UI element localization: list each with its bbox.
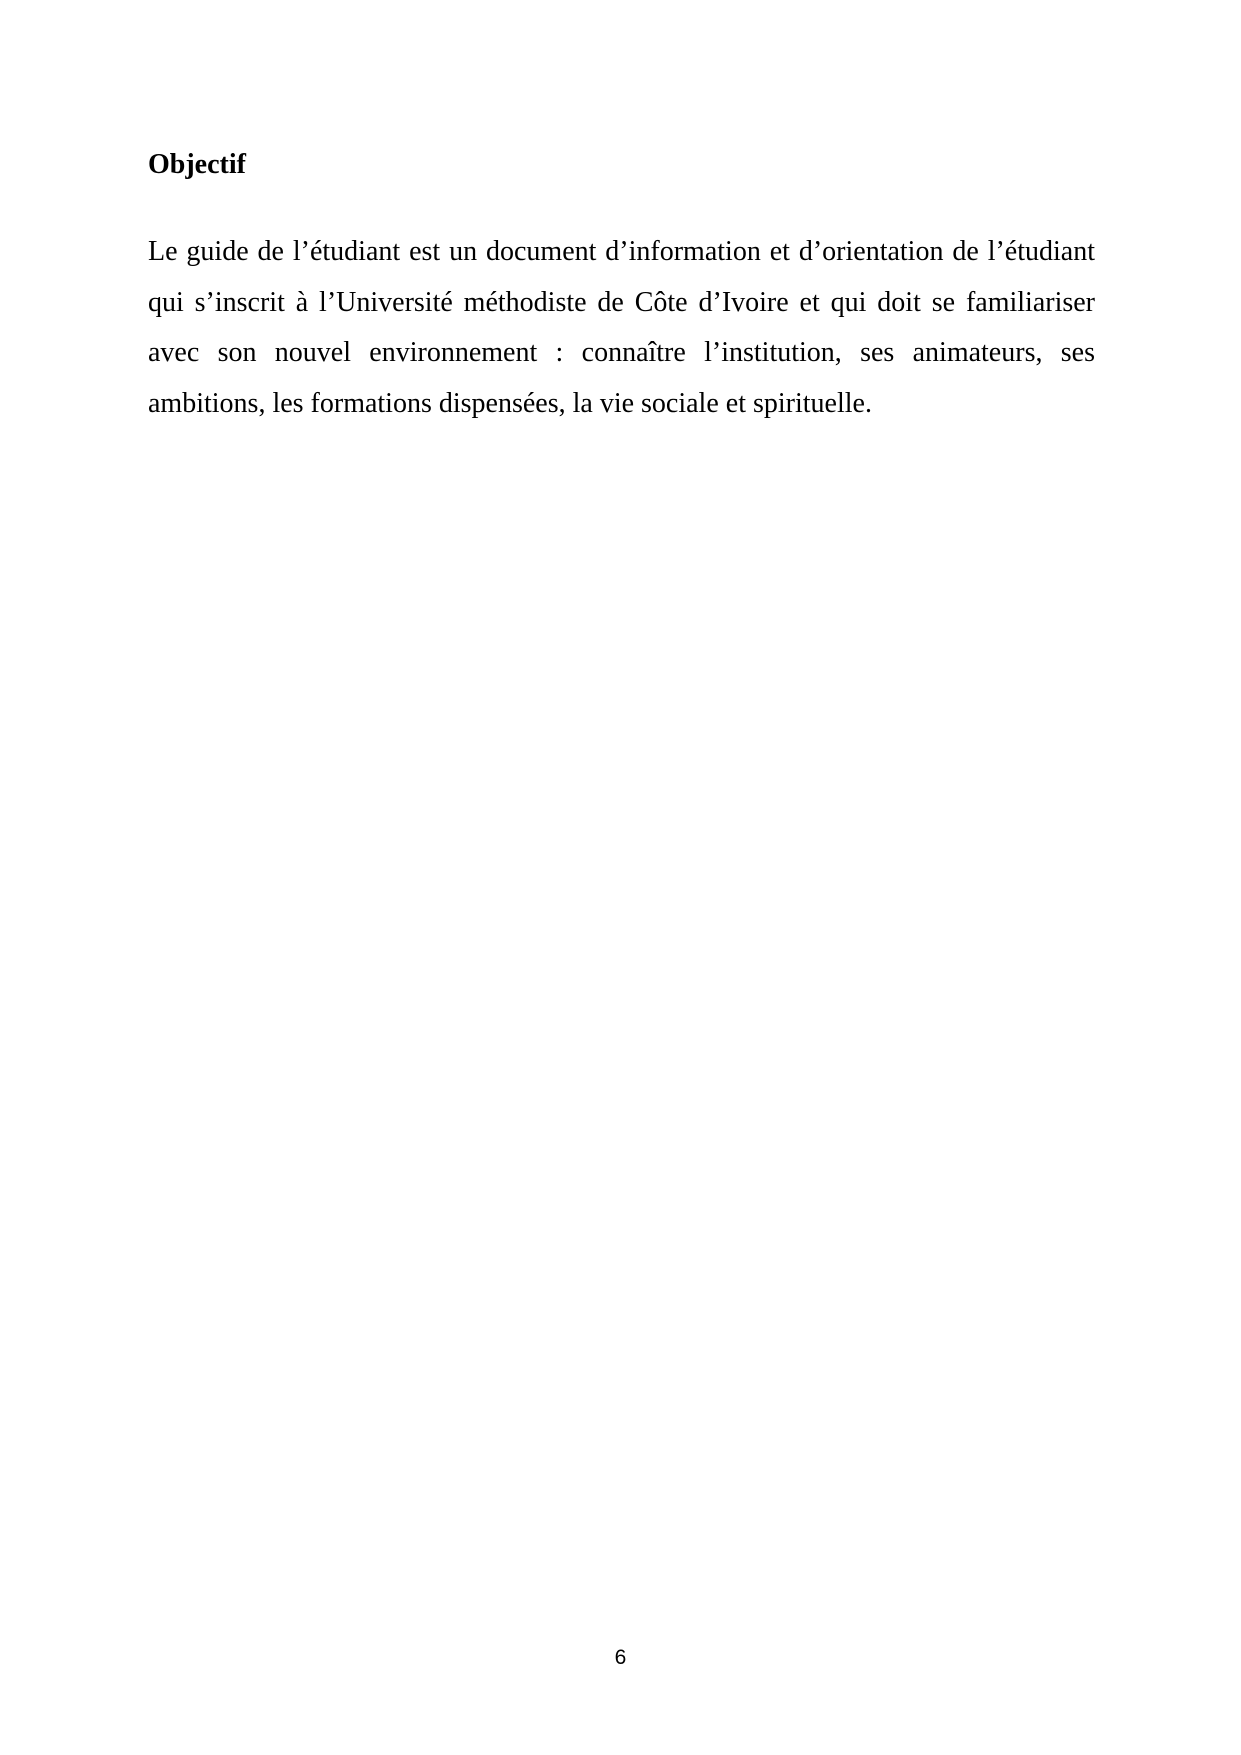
section-heading: Objectif: [148, 149, 246, 180]
page-number: 6: [614, 1646, 627, 1669]
body-paragraph: Le guide de l’étudiant est un document d’information et d’orientation de l’étudiant qui s’inscrit à l’Université méthodiste de Côte d’Ivoire et qui doit se familiariser avec son nouvel environnement : connaître l’institution, ses animateurs, ses ambitions, les formations dispensées, la vie sociale et spirituelle.: [148, 236, 1095, 419]
